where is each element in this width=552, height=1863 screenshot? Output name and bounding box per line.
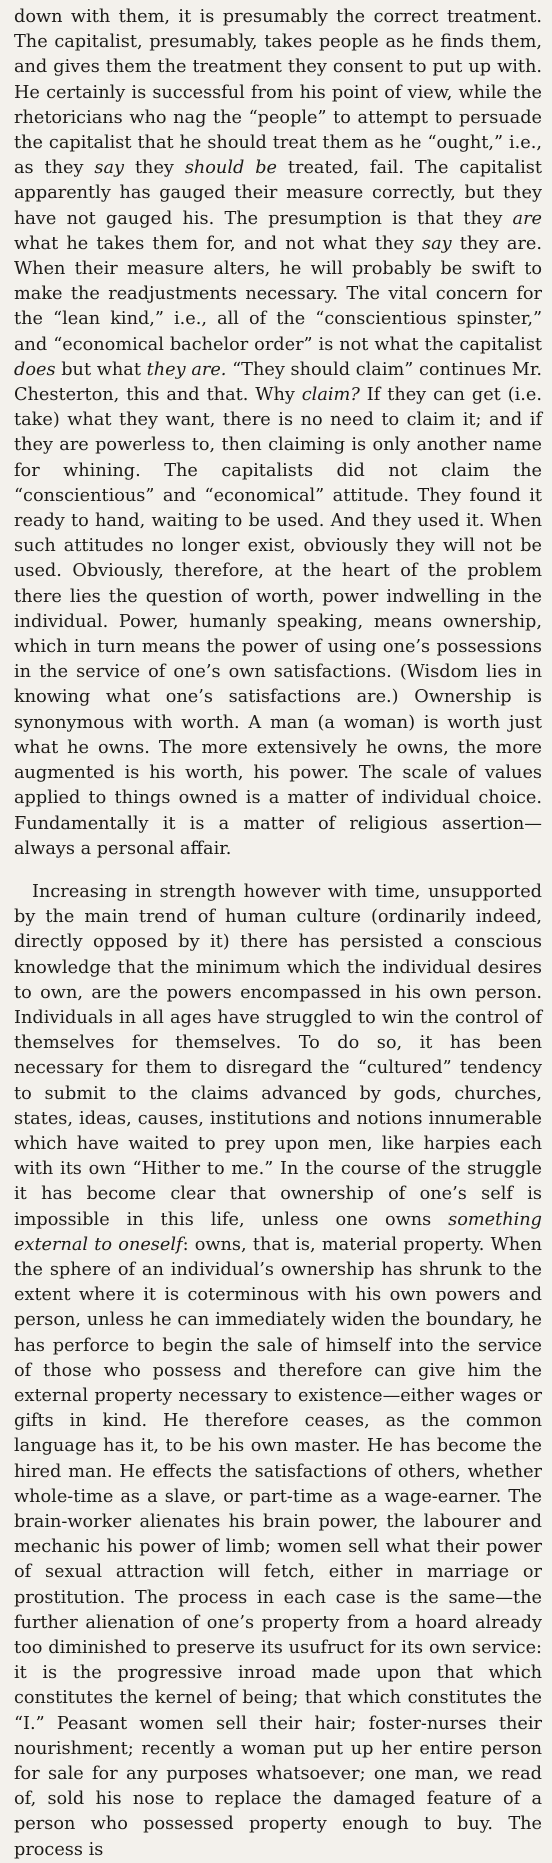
italic-text-run: they are. [146, 359, 227, 380]
text-run: If they can get (i.e. take) what they want, there is no need to claim it; and if they are powerless to, then claiming is only another name for whining. The capitalists did not claim the “conscientious” and “economical” attitude. They found it ready to hand, waiting to be used. And they used it. When such attitudes no longer exist, obviously they will not be used. Obviously, therefore, at the heart of the problem there lies the question of worth, power indwelling in the individual. Power, humanly speaking, means ownership, which in turn means the power of using one’s possessions in the service of one’s own satisfactions. (Wisdom lies in knowing what one’s satisfactions are.) Ownership is synonymous with worth. A man (a woman) is worth just what he owns. The more extensively he owns, the more augmented is his worth, his power. The scale of values applied to things owned is a matter of individual choice. Fundamentally it is a matter of religious assertion—always a personal affair. [14, 385, 542, 859]
text-run: Increasing in strength however with time, unsupported by the main trend of human culture (ordinarily indeed, directly opposed by it) there has persisted a conscious knowledge that the minimum which the individual desires to own, are the powers encompassed in his own person. Individuals in all ages have struggled to win the control of themselves for themselves. To do so, it has been necessary for them to disregard the “cultured” tendency to submit to the claims advanced by gods, churches, states, ideas, causes, institutions and notions innumerable which have waited to prey upon men, like harpies each with its own “Hither to me.” In the course of the struggle it has become clear that ownership of one’s self is impossible in this life, unless one owns [14, 881, 542, 1230]
text-run: : owns, that is, material property. When the sphere of an individual’s ownership has shrunk to the extent where it is coterminous with his own powers and person, unless he can immediately widen the boundary, he has perforce to begin the sale of himself into the service of those who possess and therefore can give him the external property necessary to existence—either wages or gifts in kind. He therefore ceases, as the common language has it, to be his own master. He has become the hired man. He effects the satisfactions of others, whether whole-time as a slave, or part-time as a wage-earner. The brain-worker alienates his brain power, the labourer and mechanic his power of limb; women sell what their power of sexual attraction will fetch, either in marriage or prostitution. The process in each case is the same—the further alienation of one’s property from a hoard already too diminished to preserve its usufruct for its own service: it is the progressive inroad made upon that which constitutes the kernel of being; that which constitutes the “I.” Peasant women sell their hair; foster-nurses their nourishment; recently a woman put up her entire person for sale for any purposes whatsoever; one man, we read of, sold his nose to replace the damaged feature of a person who possessed property enough to buy. The process is [14, 1234, 543, 1860]
italic-text-run: say [94, 158, 125, 179]
text-run: treated, fail. The capitalist apparently has gauged their measure correctly, but they have not gauged his. The presumption is that they [14, 158, 542, 229]
text-run: but what [55, 359, 147, 380]
paragraph-1 [14, 5, 542, 862]
text-run: they are. When their measure alters, he will probably be swift to make the readjustments necessary. The vital concern for the “lean kind,” i.e., all of the “conscientious spinster,” and “economical bachelor order” is not what the capitalist [14, 233, 542, 355]
italic-text-run: claim? [301, 385, 360, 406]
paragraph-2 [14, 880, 542, 1863]
italic-text-run: something external to oneself [14, 1209, 542, 1255]
italic-text-run: are [512, 208, 542, 229]
text-run: “They should claim” continues Mr. Chesterton, this and that. Why [14, 359, 543, 406]
text-run: down with them, it is presumably the correct treatment. The capitalist, presumably, takes people as he finds them, and gives them the treatment they consent to put up with. He certainly is successful from his point of view, while the rhetoricians who nag the “people” to attempt to persuade the capitalist that he should treat them as he “ought,” i.e., as they [14, 7, 542, 179]
italic-text-run: say [422, 233, 452, 254]
text-run: they [124, 158, 185, 179]
text-run: what he takes them for, and not what they [14, 233, 422, 254]
italic-text-run: should be [184, 158, 277, 179]
italic-text-run: does [14, 359, 56, 380]
